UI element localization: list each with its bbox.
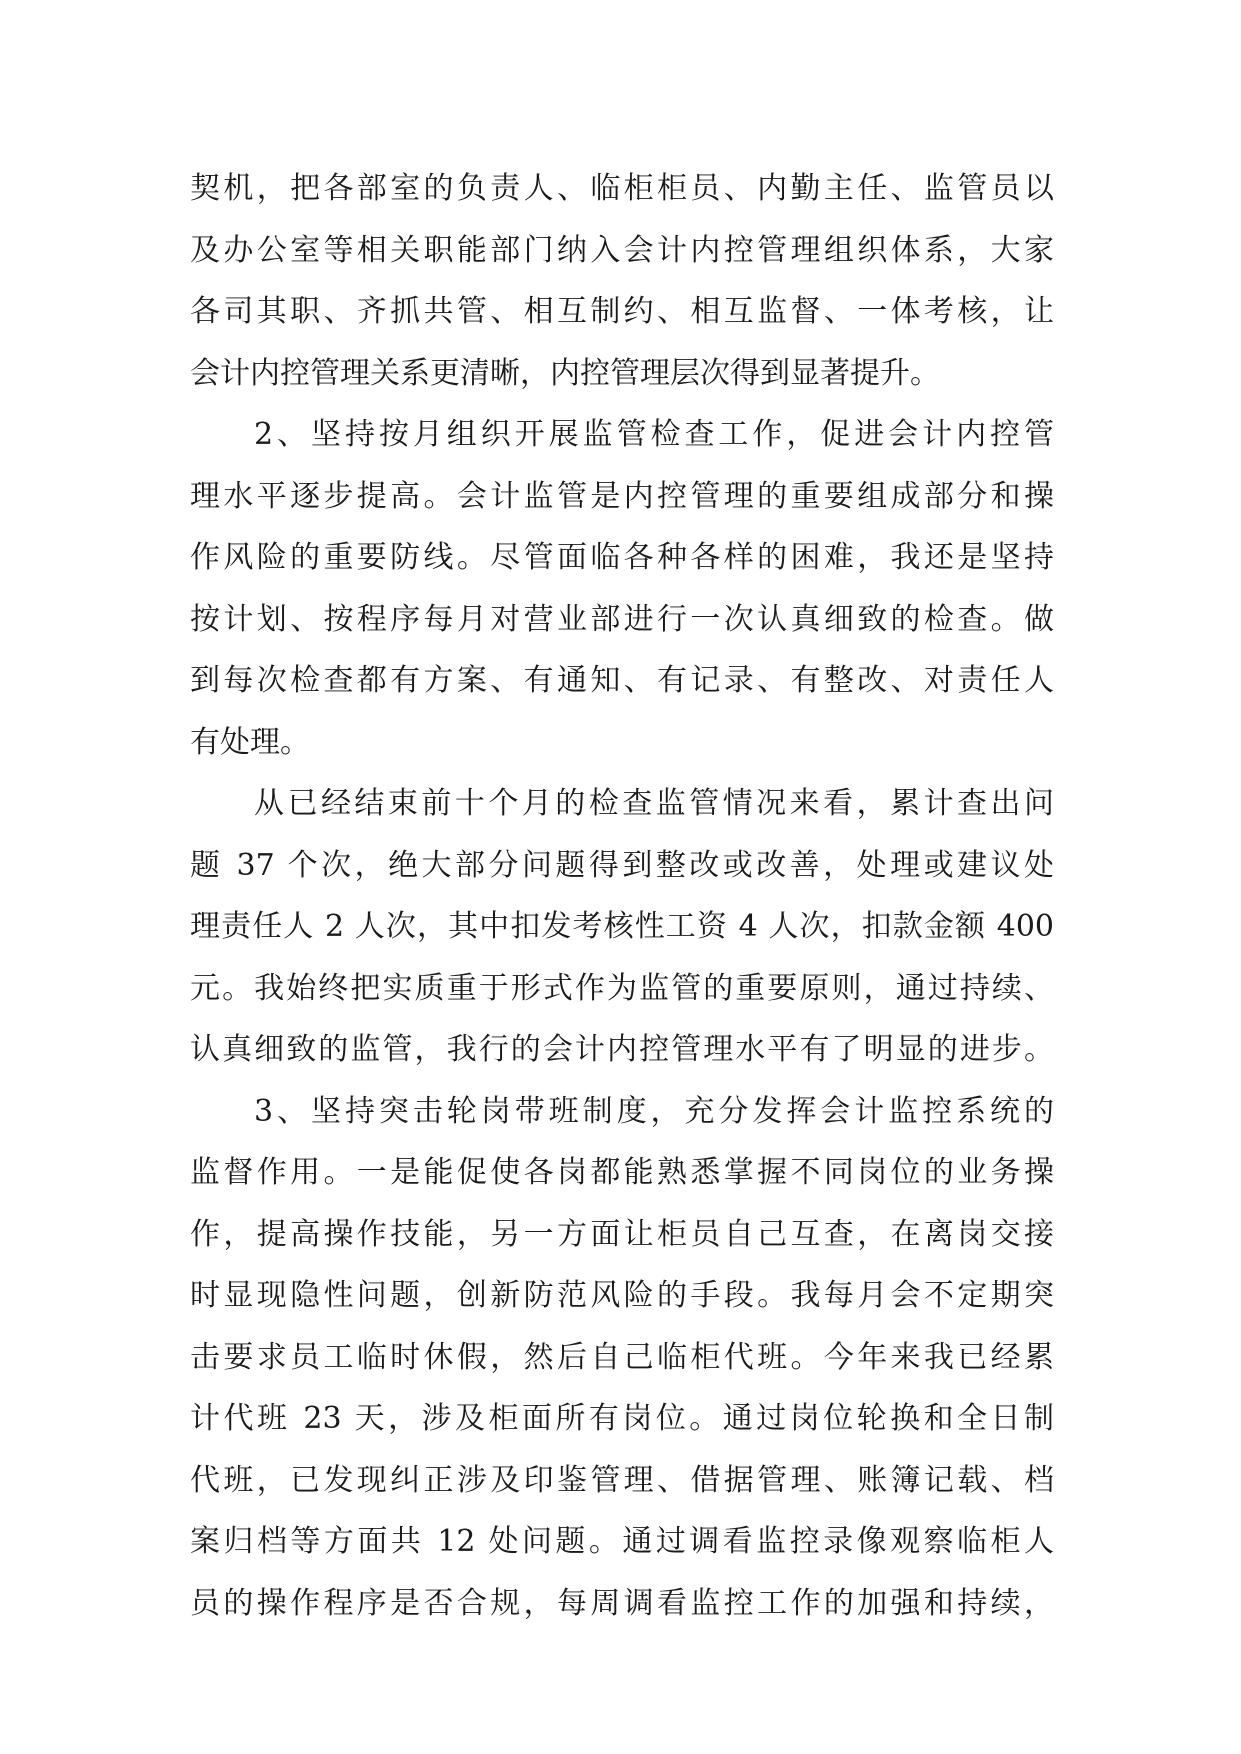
text-line: 及办公室等相关职能部门纳入会计内控管理组织体系，大家: [190, 232, 1054, 268]
text-line: 时显现隐性问题，创新防范风险的手段。我每月会不定期突: [190, 1278, 1054, 1313]
text-line: 理责任人 2 人次，其中扣发考核性工资 4 人次，扣款金额 400: [190, 909, 1054, 944]
text-line: 按计划、按程序每月对营业部进行一次认真细致的检查。做: [190, 601, 1054, 637]
text-line: 击要求员工临时休假，然后自己临柜代班。今年来我已经累: [190, 1339, 1054, 1375]
text-line: 监督作用。一是能促使各岗都能熟悉掌握不同岗位的业务操: [190, 1155, 1054, 1190]
text-line: 有处理。: [190, 724, 310, 760]
text-line: 案归档等方面共 12 处问题。通过调看监控录像观察临柜人: [190, 1524, 1054, 1559]
text-line: 代班，已发现纠正涉及印鉴管理、借据管理、账簿记载、档: [190, 1462, 1054, 1498]
text-line: 到每次检查都有方案、有通知、有记录、有整改、对责任人: [190, 663, 1054, 698]
text-line: 员的操作程序是否合规，每周调看监控工作的加强和持续，: [190, 1585, 1054, 1621]
text-line: 作，提高操作技能，另一方面让柜员自己互查，在离岗交接: [190, 1216, 1054, 1252]
text-line: 题 37 个次，绝大部分问题得到整改或改善，处理或建议处: [190, 847, 1054, 883]
text-line: 会计内控管理关系更清晰，内控管理层次得到显著提升。: [190, 355, 940, 391]
text-line: 契机，把各部室的负责人、临柜柜员、内勤主任、监管员以: [190, 171, 1054, 206]
text-line: 元。我始终把实质重于形式作为监管的重要原则，通过持续、: [190, 970, 1054, 1006]
text-line: 理水平逐步提高。会计监管是内控管理的重要组成部分和操: [190, 478, 1054, 514]
text-line: 从已经结束前十个月的检查监管情况来看，累计查出问: [254, 786, 1054, 821]
text-line: 3、坚持突击轮岗带班制度，充分发挥会计监控系统的: [254, 1093, 1054, 1129]
text-line: 2、坚持按月组织开展监管检查工作，促进会计内控管: [254, 417, 1054, 452]
text-line: 作风险的重要防线。尽管面临各种各样的困难，我还是坚持: [190, 540, 1054, 575]
text-line: 认真细致的监管，我行的会计内控管理水平有了明显的进步。: [190, 1032, 1054, 1067]
document-body: [190, 158, 1054, 1634]
text-line: 计代班 23 天，涉及柜面所有岗位。通过岗位轮换和全日制: [190, 1401, 1054, 1436]
text-line: 各司其职、齐抓共管、相互制约、相互监督、一体考核，让: [190, 294, 1054, 329]
